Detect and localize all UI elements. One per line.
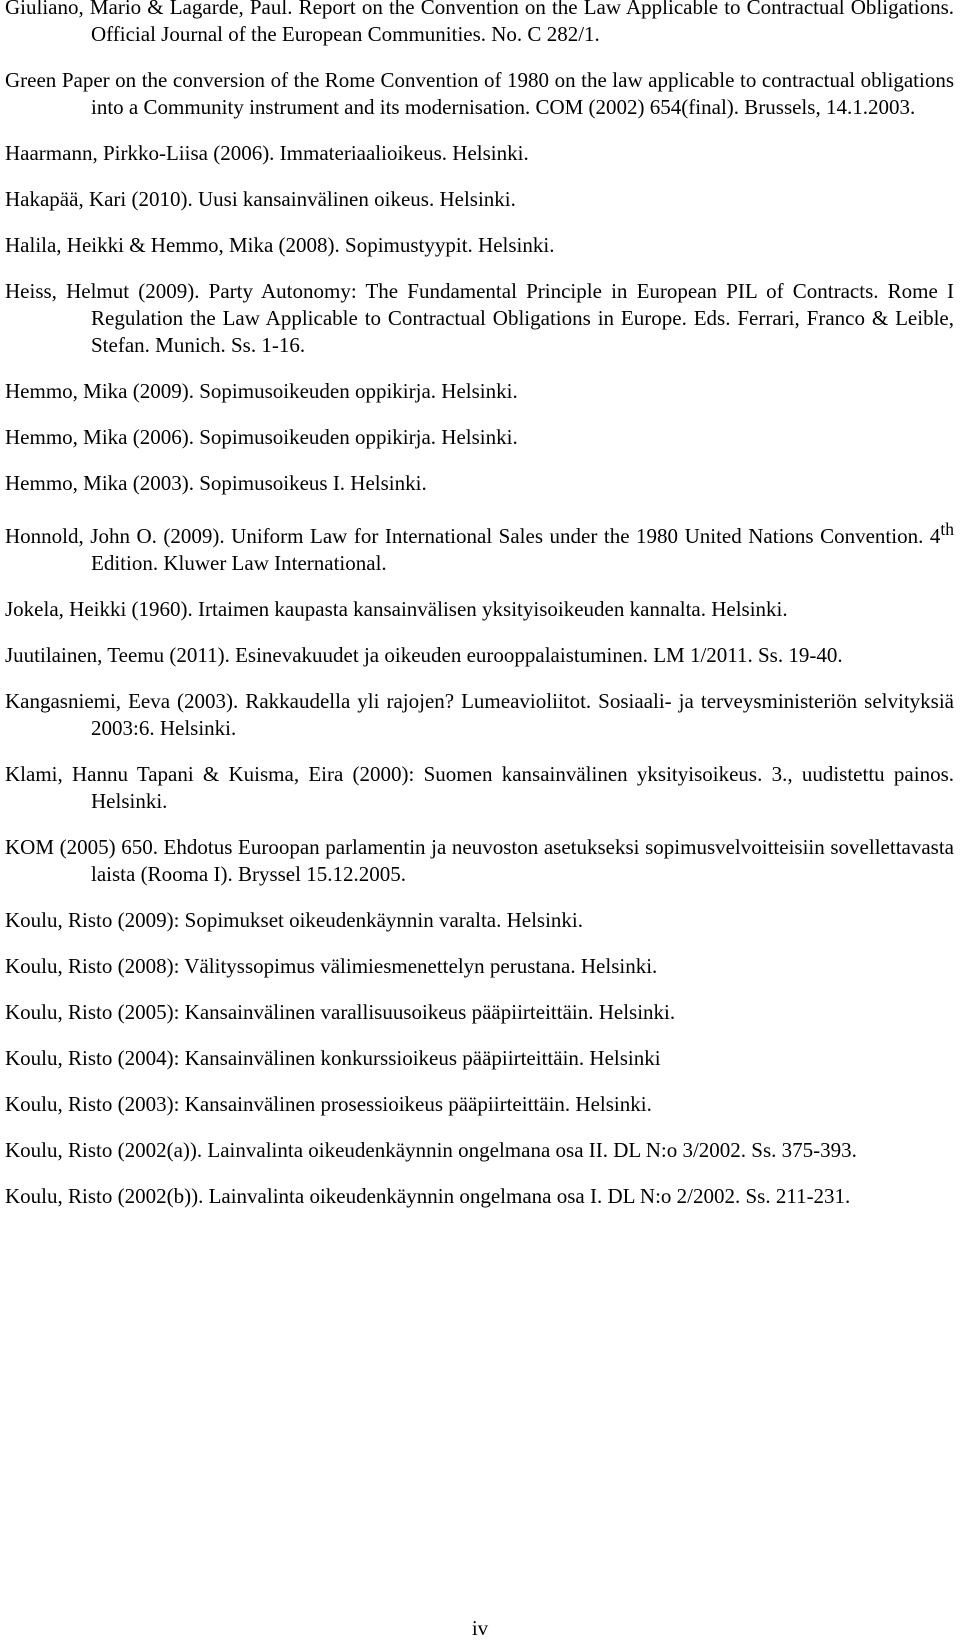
reference-item: Koulu, Risto (2002(b)). Lainvalinta oikeudenkäynnin ongelmana osa I. DL N:o 2/2002. Ss. 211-231. bbox=[5, 1184, 851, 1208]
reference-item: Koulu, Risto (2005): Kansainvälinen varallisuusoikeus pääpiirteittäin. Helsinki. bbox=[5, 1000, 676, 1024]
reference-item: Green Paper on the conversion of the Rome Convention of 1980 on the law applicable to contractual obligations into a Community instrument and its modernisation. COM (2002) 654(final). Brussels, 14.1.2003. bbox=[5, 68, 954, 119]
reference-item: Juutilainen, Teemu (2011). Esinevakuudet ja oikeuden eurooppalaistuminen. LM 1/2011. Ss. 19-40. bbox=[5, 643, 843, 667]
reference-item: Koulu, Risto (2004): Kansainvälinen konkurssioikeus pääpiirteittäin. Helsinki bbox=[5, 1046, 661, 1070]
reference-item: Kangasniemi, Eeva (2003). Rakkaudella yli rajojen? Lumeavioliitot. Sosiaali- ja terveysministeriön selvityksiä 2003:6. Helsinki. bbox=[5, 689, 954, 740]
reference-item: Hemmo, Mika (2006). Sopimusoikeuden oppikirja. Helsinki. bbox=[5, 425, 518, 449]
reference-item: Koulu, Risto (2008): Välityssopimus välimiesmenettelyn perustana. Helsinki. bbox=[5, 954, 658, 978]
reference-list bbox=[5, 0, 954, 1229]
reference-item: KOM (2005) 650. Ehdotus Euroopan parlamentin ja neuvoston asetukseksi sopimusvelvoitteisiin sovellettavasta laista (Rooma I). Bryssel 15.12.2005. bbox=[5, 835, 954, 886]
reference-item: Koulu, Risto (2009): Sopimukset oikeudenkäynnin varalta. Helsinki. bbox=[5, 908, 584, 932]
reference-item: Heiss, Helmut (2009). Party Autonomy: The Fundamental Principle in European PIL of Contracts. Rome I Regulation the Law Applicable to Contractual Obligations in Europe. Eds. Ferrari, Franco & Leible, Stefan. Munich. Ss. 1-16. bbox=[5, 279, 954, 357]
reference-item: Haarmann, Pirkko-Liisa (2006). Immateriaalioikeus. Helsinki. bbox=[5, 141, 529, 165]
reference-item: Honnold, John O. (2009). Uniform Law for International Sales under the 1980 United Nations Convention. 4th Edition. Kluwer Law International. bbox=[5, 519, 954, 575]
reference-item: Hemmo, Mika (2009). Sopimusoikeuden oppikirja. Helsinki. bbox=[5, 379, 518, 403]
page-number: iv bbox=[471, 1616, 489, 1640]
reference-item: Koulu, Risto (2002(a)). Lainvalinta oikeudenkäynnin ongelmana osa II. DL N:o 3/2002. Ss. 375-393. bbox=[5, 1138, 857, 1162]
reference-item: Koulu, Risto (2003): Kansainvälinen prosessioikeus pääpiirteittäin. Helsinki. bbox=[5, 1092, 652, 1116]
reference-item: Jokela, Heikki (1960). Irtaimen kaupasta kansainvälisen yksityisoikeuden kannalta. Helsinki. bbox=[5, 597, 788, 621]
reference-item: Hakapää, Kari (2010). Uusi kansainvälinen oikeus. Helsinki. bbox=[5, 187, 516, 211]
reference-item: Hemmo, Mika (2003). Sopimusoikeus I. Helsinki. bbox=[5, 471, 427, 495]
superscript: th bbox=[940, 519, 954, 539]
reference-item: Klami, Hannu Tapani & Kuisma, Eira (2000): Suomen kansainvälinen yksityisoikeus. 3., uudistettu painos. Helsinki. bbox=[5, 762, 954, 813]
reference-item: Giuliano, Mario & Lagarde, Paul. Report on the Convention on the Law Applicable to Contractual Obligations. Official Journal of the European Communities. No. C 282/1. bbox=[5, 0, 954, 46]
reference-item: Halila, Heikki & Hemmo, Mika (2008). Sopimustyypit. Helsinki. bbox=[5, 233, 555, 257]
